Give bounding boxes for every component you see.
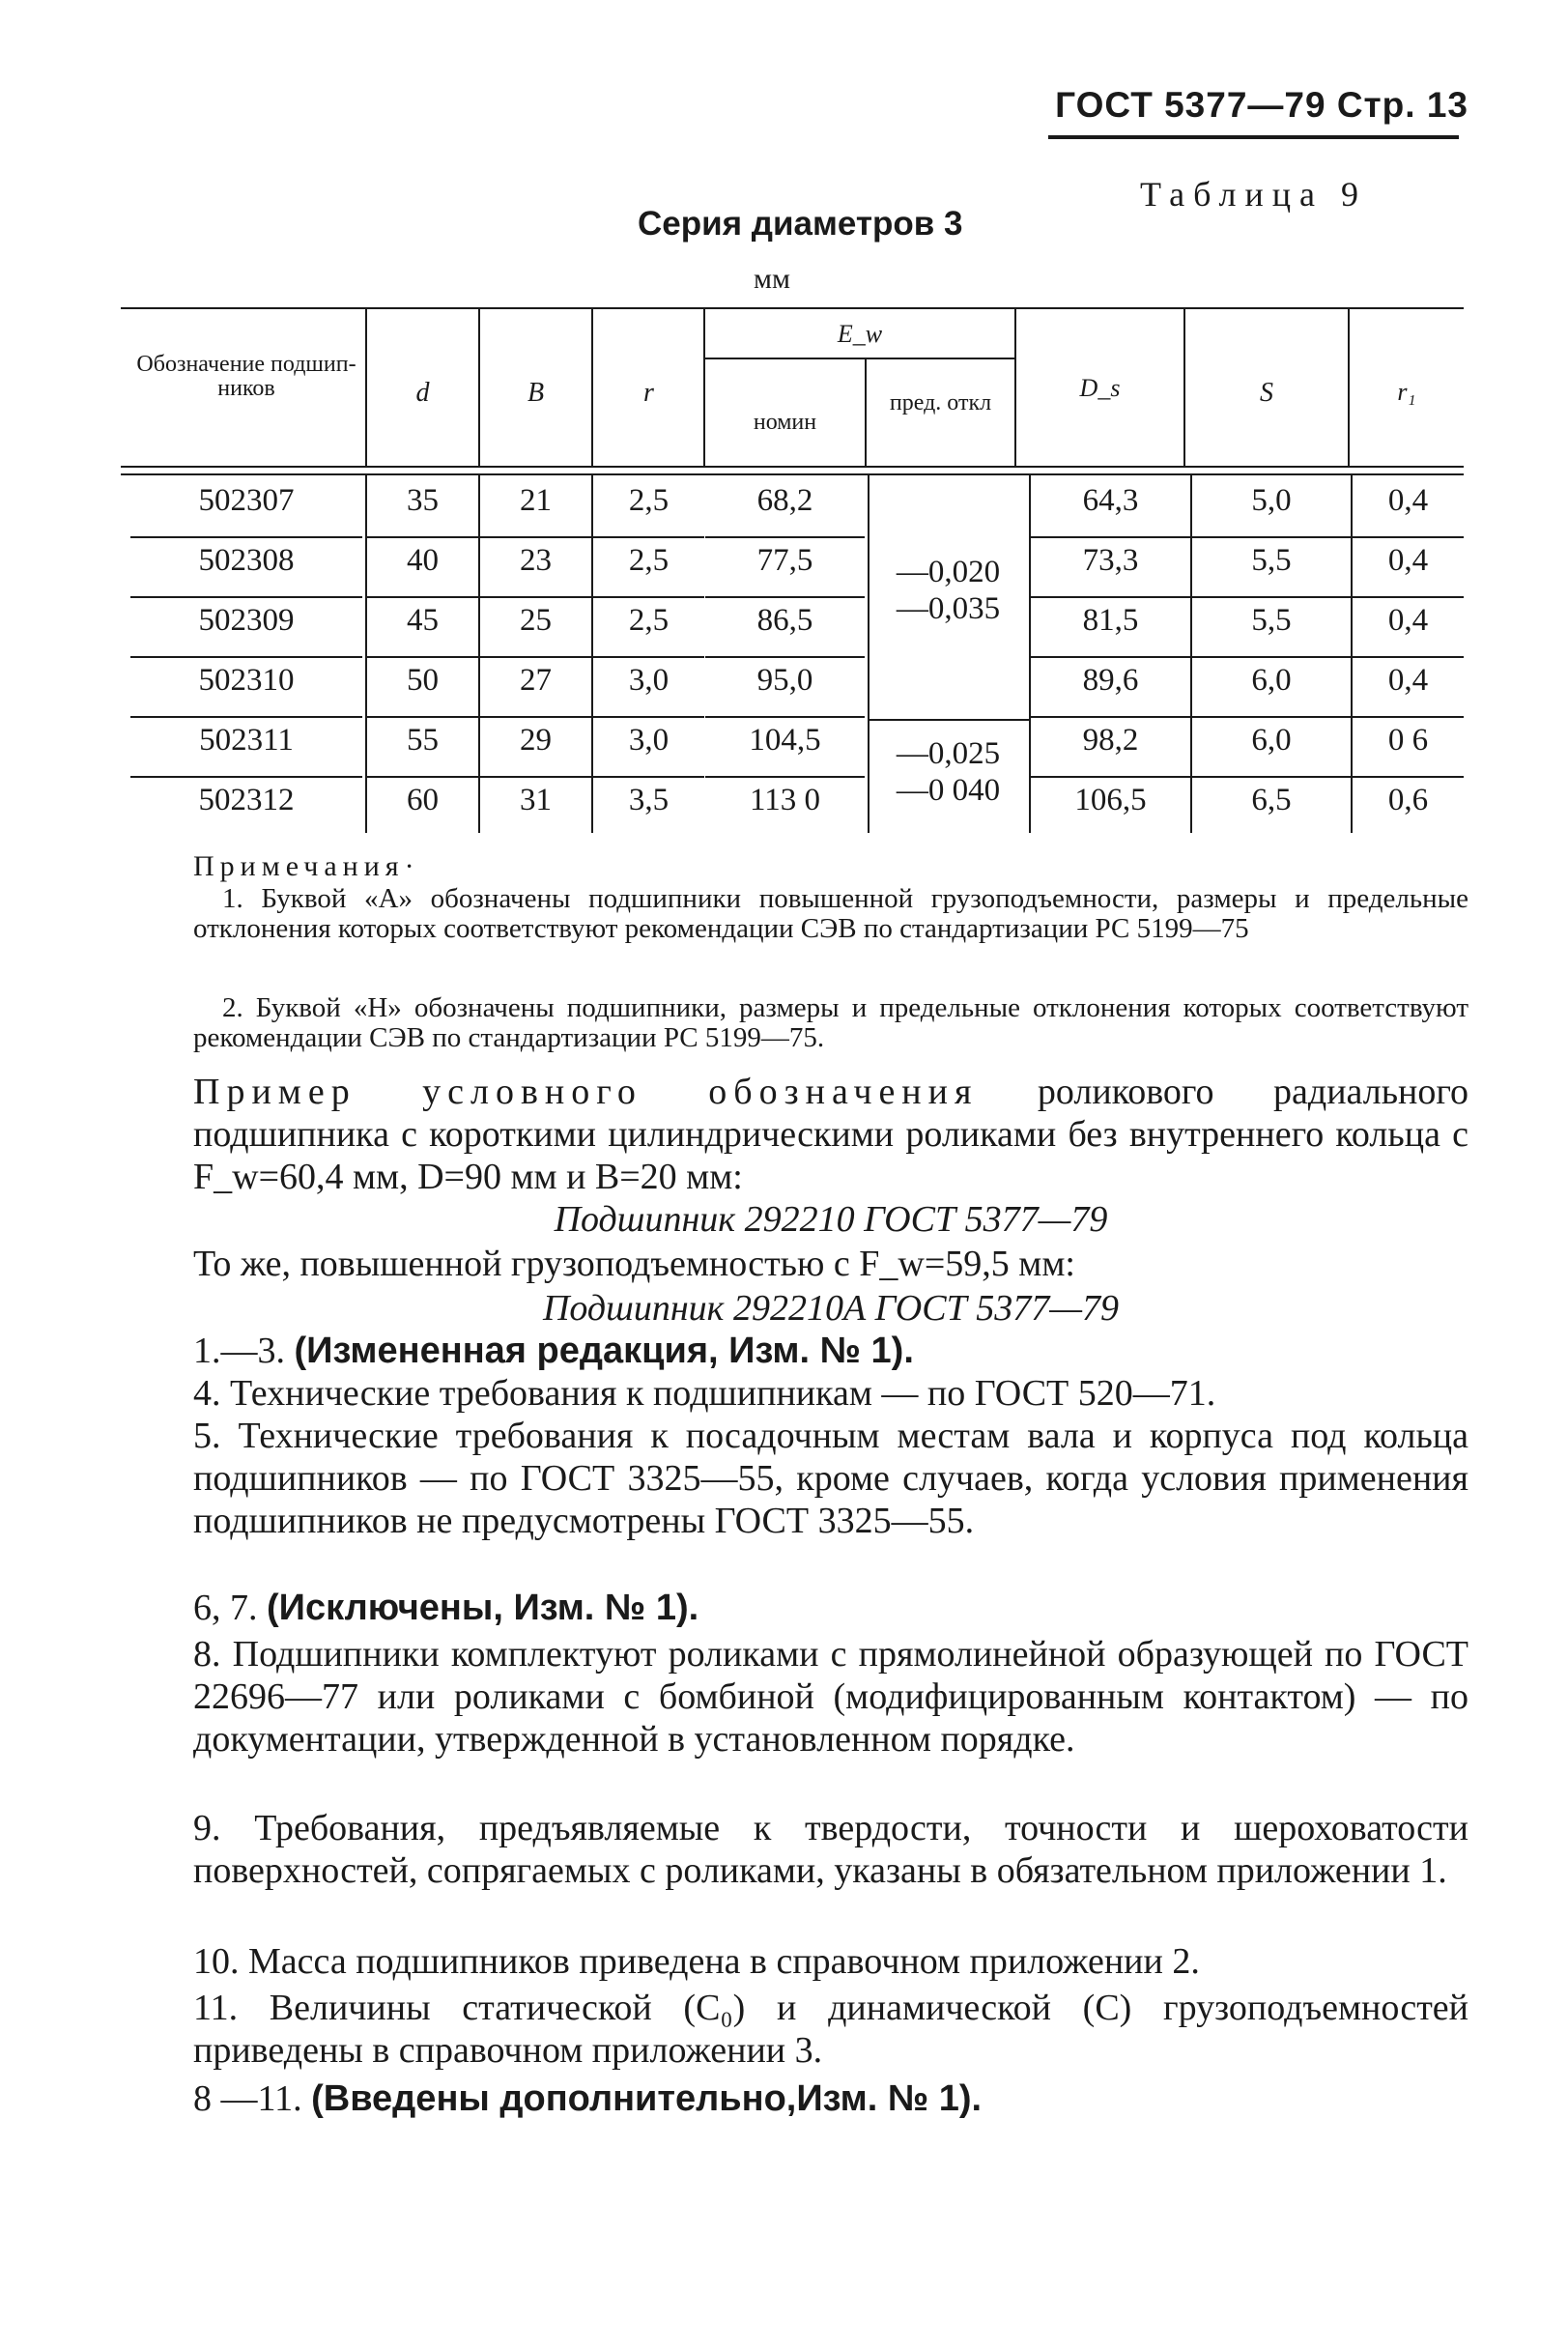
row-rule (130, 536, 362, 538)
row-rule (1031, 536, 1190, 538)
header-rule (1048, 135, 1459, 139)
table-cell-d: 40 (407, 543, 439, 578)
table-cell-designation: 502308 (198, 543, 295, 578)
deviation-upper-1: —0,020 (896, 555, 1001, 589)
row-rule (1031, 716, 1190, 718)
table-cell-B: 23 (520, 543, 552, 578)
note-1: 1. Буквой «А» обозначены подшипники повышенной грузоподъемности, размеры и предельные отклонения которых соответствуют рекомендации СЭВ по стандартизации РС 5199—75 (193, 883, 1468, 945)
deviation-group-rule (868, 719, 1029, 721)
row-rule (593, 716, 704, 718)
deviation-lower-2: —0 040 (896, 773, 1001, 808)
header-separator (121, 466, 1464, 468)
example-text: роликового радиального подшипника с короткими цилиндрическими роликами без внутреннего кольца с F_w=60,4 мм, D=90 мм и B=20 мм: (193, 1072, 1468, 1197)
row-rule (1192, 776, 1351, 778)
header-designation: Обозначение подшип-ников (136, 352, 356, 402)
paragraph-1-3-number: 1.—3. (193, 1331, 285, 1371)
example-label: Пример условного обозначения (193, 1072, 979, 1112)
row-rule (480, 536, 591, 538)
table-cell-r1: 0 6 (1387, 723, 1429, 758)
header-r1: r₁ (1397, 378, 1416, 406)
table-cell-S: 6,0 (1251, 663, 1292, 698)
ew-split-line (705, 358, 1014, 359)
header-B: B (527, 378, 545, 408)
table-cell-S: 5,5 (1251, 603, 1292, 638)
paragraph-4: 4. Технические требования к подшипникам — по ГОСТ 520—71. (193, 1373, 1216, 1414)
row-rule (593, 596, 704, 598)
table-cell-r: 2,5 (628, 543, 670, 578)
table-cell-B: 27 (520, 663, 552, 698)
paragraph-1-3-note: (Измененная редакция, Изм. № 1). (294, 1331, 914, 1371)
paragraph-5: 5. Технические требования к посадочным местам вала и корпуса под кольца подшипников — по ГОСТ 3325—55, кроме случаев, когда условия применения подшипников не предусмотрены ГОСТ 3325—55. (193, 1416, 1468, 1541)
row-rule (480, 776, 591, 778)
table-cell-S: 6,0 (1251, 723, 1292, 758)
header-S: S (1260, 378, 1273, 408)
row-rule (130, 776, 362, 778)
row-rule (1031, 656, 1190, 658)
table-cell-d: 60 (407, 783, 439, 817)
table-cell-Ds: 98,2 (1082, 723, 1139, 758)
row-rule (705, 536, 865, 538)
table-cell-Ds: 64,3 (1082, 483, 1139, 518)
col-divider (591, 475, 593, 833)
table-cell-r: 3,0 (628, 663, 670, 698)
table-cell-S: 5,0 (1251, 483, 1292, 518)
table-label: Таблица 9 (1140, 175, 1367, 214)
col-divider (365, 475, 367, 833)
header-r: r (643, 378, 654, 408)
table-cell-r: 2,5 (628, 483, 670, 518)
row-rule (1353, 656, 1464, 658)
table-cell-Ds: 73,3 (1082, 543, 1139, 578)
paragraph-11: 11. Величины статической (C₀) и динамической (C) грузоподъемностей приведены в справочном приложении 3. (193, 1988, 1468, 2071)
row-rule (130, 596, 362, 598)
table-cell-Ds: 106,5 (1074, 783, 1147, 817)
table-cell-Ew_nom: 95,0 (756, 663, 813, 698)
row-rule (1192, 656, 1351, 658)
row-rule (705, 656, 865, 658)
col-divider (1029, 475, 1031, 833)
paragraph-6-7-note: (Исключены, Изм. № 1). (267, 1588, 699, 1628)
page-header: ГОСТ 5377—79 Стр. 13 (1055, 85, 1468, 125)
table-cell-B: 29 (520, 723, 552, 758)
table-cell-Ew_nom: 77,5 (756, 543, 813, 578)
table-cell-designation: 502310 (198, 663, 295, 698)
example-paragraph (193, 1071, 1468, 1198)
row-rule (1031, 776, 1190, 778)
row-rule (1192, 536, 1351, 538)
table-cell-d: 35 (407, 483, 439, 518)
paragraph-8: 8. Подшипники комплектуют роликами с прямолинейной образующей по ГОСТ 22696—77 или роликами с бомбиной (модифицированным контактом) — по документации, утвержденной в установленном порядке. (193, 1634, 1468, 1760)
row-rule (367, 596, 478, 598)
row-rule (1353, 536, 1464, 538)
deviation-upper-2: —0,025 (896, 736, 1001, 771)
paragraph-8-11-number: 8 —11. (193, 2078, 302, 2119)
row-rule (1192, 596, 1351, 598)
notes-title: Примечания· (193, 850, 420, 882)
row-rule (480, 596, 591, 598)
table-cell-S: 6,5 (1251, 783, 1292, 817)
table-cell-Ew_nom: 86,5 (756, 603, 813, 638)
paragraph-8-11 (193, 2077, 1468, 2120)
row-rule (1353, 596, 1464, 598)
header-Ds: D_s (1079, 374, 1121, 402)
row-rule (705, 716, 865, 718)
table-cell-r1: 0,4 (1387, 483, 1429, 518)
table-cell-Ds: 89,6 (1082, 663, 1139, 698)
row-rule (367, 536, 478, 538)
paragraph-10: 10. Масса подшипников приведена в справочном приложении 2. (193, 1941, 1200, 1982)
paragraph-8-11-note: (Введены дополнительно,Изм. № 1). (311, 2078, 983, 2119)
table-cell-d: 50 (407, 663, 439, 698)
row-rule (480, 716, 591, 718)
row-rule (480, 656, 591, 658)
row-rule (367, 776, 478, 778)
table-cell-B: 31 (520, 783, 552, 817)
row-rule (593, 656, 704, 658)
table-cell-r1: 0,4 (1387, 543, 1429, 578)
row-rule (593, 776, 704, 778)
table-cell-Ds: 81,5 (1082, 603, 1139, 638)
row-rule (705, 596, 865, 598)
table-cell-r: 2,5 (628, 603, 670, 638)
row-rule (367, 716, 478, 718)
col-divider (478, 475, 480, 833)
table-top-border (121, 307, 1464, 309)
table-cell-r: 3,0 (628, 723, 670, 758)
table-cell-r: 3,5 (628, 783, 670, 817)
row-rule (1031, 596, 1190, 598)
deviation-lower-1: —0,035 (896, 591, 1001, 626)
example-designation-2: Подшипник 292210А ГОСТ 5377—79 (542, 1288, 1119, 1329)
header-Ew: E_w (837, 320, 883, 348)
row-rule (130, 716, 362, 718)
table-cell-B: 25 (520, 603, 552, 638)
row-rule (1353, 716, 1464, 718)
table-cell-B: 21 (520, 483, 552, 518)
row-rule (1353, 776, 1464, 778)
header-d: d (415, 378, 430, 408)
same-paragraph: То же, повышенной грузоподъемностью с F_w=59,5 мм: (193, 1244, 1075, 1284)
paragraph-1-3 (193, 1330, 1468, 1372)
table-cell-designation: 502311 (199, 723, 294, 758)
table-cell-Ew_nom: 104,5 (749, 723, 821, 758)
col-divider (1190, 475, 1192, 833)
series-title: Серия диаметров 3 (638, 205, 963, 243)
row-rule (1192, 716, 1351, 718)
paragraph-9: 9. Требования, предъявляемые к твердости, точности и шероховатости поверхностей, сопрягаемых с роликами, указаны в обязательном приложении 1. (193, 1808, 1468, 1891)
row-rule (130, 656, 362, 658)
header-Ew-deviation: пред. откл (889, 390, 992, 415)
table-cell-Ew_nom: 113 0 (749, 783, 821, 817)
row-rule (705, 776, 865, 778)
table-cell-r1: 0,6 (1387, 783, 1429, 817)
paragraph-6-7 (193, 1587, 1468, 1629)
table-cell-designation: 502312 (198, 783, 295, 817)
unit-label: мм (754, 263, 790, 295)
table-cell-Ew_nom: 68,2 (756, 483, 813, 518)
header-separator-2 (121, 473, 1464, 475)
table-cell-designation: 502309 (198, 603, 295, 638)
table-cell-designation: 502307 (198, 483, 295, 518)
paragraph-6-7-number: 6, 7. (193, 1588, 258, 1628)
row-rule (593, 536, 704, 538)
example-designation-1: Подшипник 292210 ГОСТ 5377—79 (554, 1199, 1108, 1240)
row-rule (367, 656, 478, 658)
header-Ew-nominal: номин (753, 410, 817, 435)
col-divider (1351, 475, 1353, 833)
table-cell-d: 55 (407, 723, 439, 758)
table-cell-r1: 0,4 (1387, 603, 1429, 638)
table-cell-d: 45 (407, 603, 439, 638)
table-cell-S: 5,5 (1251, 543, 1292, 578)
table-cell-r1: 0,4 (1387, 663, 1429, 698)
note-2: 2. Буквой «Н» обозначены подшипники, размеры и предельные отклонения которых соответствуют рекомендации СЭВ по стандартизации РС 5199—75. (193, 992, 1468, 1054)
